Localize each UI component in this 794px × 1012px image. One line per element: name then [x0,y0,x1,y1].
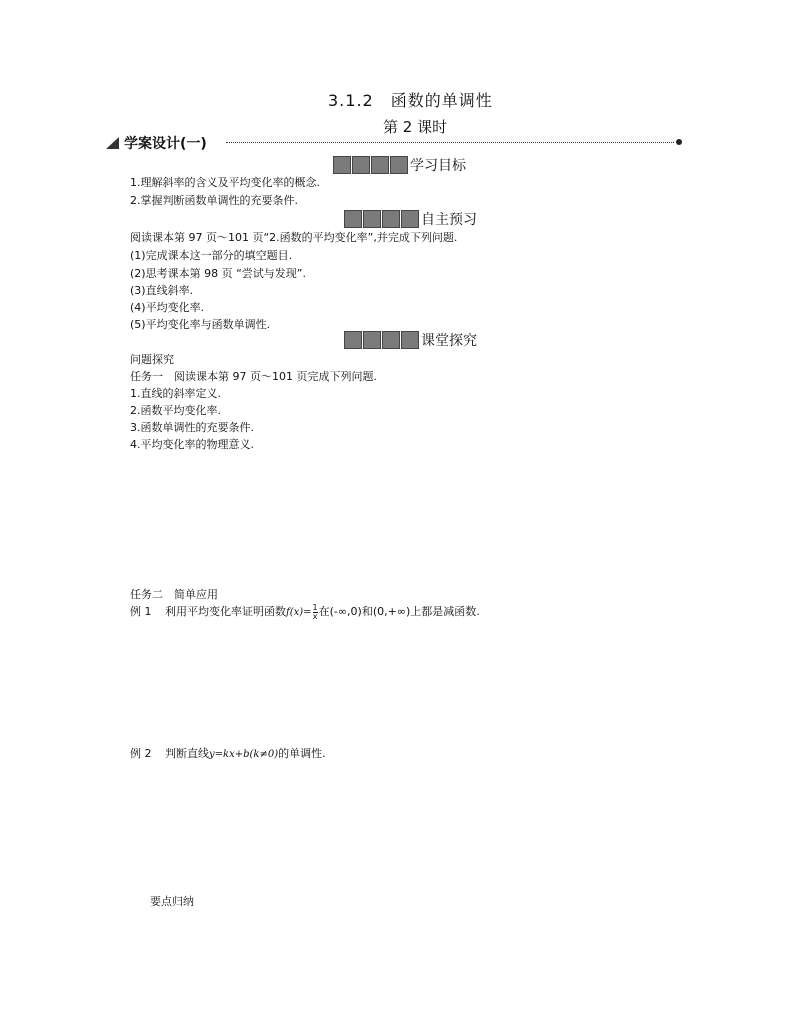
section-header-preview [344,208,477,226]
example-2-label: 例 2 [130,747,152,760]
section-blocks-icon [344,330,420,350]
section-header-goals [333,154,466,172]
example-1 [130,603,480,621]
banner-dotted-line [226,142,674,143]
example-2 [130,745,326,761]
preview-item: (4)平均变化率. [130,301,205,314]
example-2-formula: y=kx+b(k≠0) [209,749,279,760]
preview-item: (3)直线斜率. [130,284,194,297]
task-two-heading: 任务二 简单应用 [130,588,218,601]
lesson-subtitle: 第 2 课时 [383,118,448,136]
inquiry-item: 1.直线的斜率定义. [130,387,221,400]
preview-intro: 阅读课本第 97 页～101 页“2.函数的平均变化率”,并完成下列问题. [130,231,458,244]
fraction-numerator: 1 [312,602,318,612]
example-2-text-tail: 的单调性. [278,747,326,760]
summary-label: 要点归纳 [150,895,194,908]
preview-item: (1)完成课本这一部分的填空题目. [130,249,293,262]
example-1-fraction [313,604,318,621]
example-2-text: 判断直线 [165,747,209,760]
preview-item: (2)思考课本第 98 页 “尝试与发现”. [130,267,306,280]
inquiry-item: 2.函数平均变化率. [130,404,221,417]
section-label-preview: 自主预习 [421,211,477,228]
fraction-denominator: x [312,611,318,621]
inquiry-item: 4.平均变化率的物理意义. [130,438,254,451]
example-1-label: 例 1 [130,605,152,618]
banner-label: 学案设计(一) [124,136,207,152]
example-1-fx: f(x)= [286,607,312,618]
section-blocks-icon [333,155,409,175]
goal-item: 2.掌握判断函数单调性的充要条件. [130,194,298,207]
section-header-inquiry [344,329,477,347]
example-1-text-tail: 在(-∞,0)和(0,+∞)上都是减函数. [318,605,480,618]
banner-end-dot [676,139,682,145]
banner-triangle-icon [106,137,119,149]
preview-item: (5)平均变化率与函数单调性. [130,318,271,331]
section-label-inquiry: 课堂探究 [421,332,477,349]
section-blocks-icon [344,209,420,229]
inquiry-item: 3.函数单调性的充要条件. [130,421,254,434]
inquiry-heading: 问题探究 [130,353,174,366]
example-1-text: 利用平均变化率证明函数 [165,605,286,618]
goal-item: 1.理解斜率的含义及平均变化率的概念. [130,176,320,189]
section-label-goals: 学习目标 [410,157,466,174]
lesson-title: 3.1.2 函数的单调性 [328,91,493,110]
section-banner [106,133,688,153]
task-one: 任务一 阅读课本第 97 页～101 页完成下列问题. [130,370,377,383]
